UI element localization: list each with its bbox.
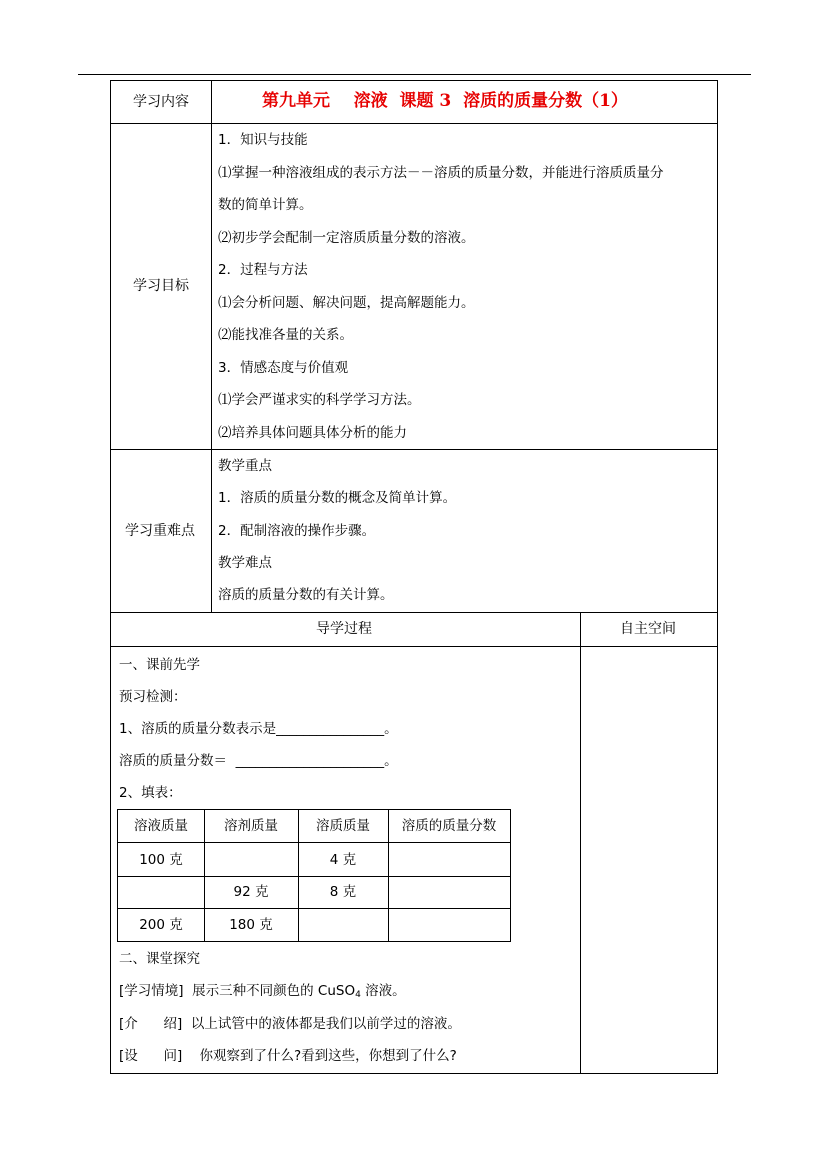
body-line: 2、填表：	[119, 785, 182, 801]
objective-line: 数的简单计算。	[218, 197, 313, 213]
formula-subscript: 4	[355, 990, 361, 1000]
table-cell: 8 克	[329, 884, 357, 900]
table-cell: 180 克	[229, 917, 273, 933]
table-header-cell: 溶质的质量分数	[401, 818, 497, 834]
table-header-cell: 溶质质量	[316, 818, 370, 834]
self-space-header: 自主空间	[620, 621, 676, 637]
situation-suffix: 溶液。	[360, 983, 406, 999]
objective-line: 3．情感态度与价值观	[218, 360, 349, 376]
objective-line: ⑴学会严谨求实的科学学习方法。	[218, 392, 421, 408]
objective-line: ⑵培养具体问题具体分析的能力	[218, 425, 407, 441]
guide-process-header: 导学过程	[316, 621, 372, 637]
key-point-line: 1．溶质的质量分数的概念及简单计算。	[218, 490, 457, 506]
table-cell: 200 克	[139, 917, 183, 933]
key-point-line: 教学难点	[218, 555, 272, 571]
intro-line: [介 绍] 以上试管中的液体都是我们以前学过的溶液。	[119, 1016, 461, 1032]
top-rule	[78, 74, 751, 75]
body-line: 1、溶质的质量分数表示是________________。	[119, 721, 398, 737]
fill-in-table	[117, 809, 511, 942]
situation-line	[119, 982, 406, 1004]
objective-line: 2．过程与方法	[218, 262, 308, 278]
table-cell: 100 克	[139, 852, 183, 868]
body-line: 预习检测：	[119, 689, 187, 705]
objective-line: ⑵能找准各量的关系。	[218, 327, 353, 343]
table-header-cell: 溶剂质量	[224, 818, 278, 834]
section-heading: 二、课堂探究	[119, 951, 200, 967]
table-header-cell: 溶液质量	[134, 818, 188, 834]
question-line: [设 问] 你观察到了什么?看到这些，你想到了什么?	[119, 1048, 457, 1064]
key-point-line: 教学重点	[218, 458, 272, 474]
situation-prefix: [学习情境] 展示三种不同颜色的 CuSO	[119, 983, 356, 999]
section-heading: 一、课前先学	[119, 657, 200, 673]
key-point-line: 2．配制溶液的操作步骤。	[218, 523, 376, 539]
objective-line: ⑴会分析问题、解决问题，提高解题能力。	[218, 295, 475, 311]
body-line: 溶质的质量分数＝ ______________________。	[119, 753, 398, 769]
key-point-line: 溶质的质量分数的有关计算。	[218, 587, 394, 603]
table-cell: 92 克	[233, 884, 269, 900]
objective-line: 1．知识与技能	[218, 132, 308, 148]
objective-line: ⑵初步学会配制一定溶质质量分数的溶液。	[218, 230, 475, 246]
objectives-label: 学习目标	[133, 278, 189, 294]
key-points-label: 学习重难点	[125, 523, 195, 539]
table-cell: 4 克	[329, 852, 357, 868]
page-title: 第九单元 溶液 课题 3 溶质的质量分数（1）	[262, 91, 628, 111]
content-label: 学习内容	[133, 94, 189, 110]
objective-line: ⑴掌握一种溶液组成的表示方法－－溶质的质量分数，并能进行溶质质量分	[218, 165, 664, 181]
